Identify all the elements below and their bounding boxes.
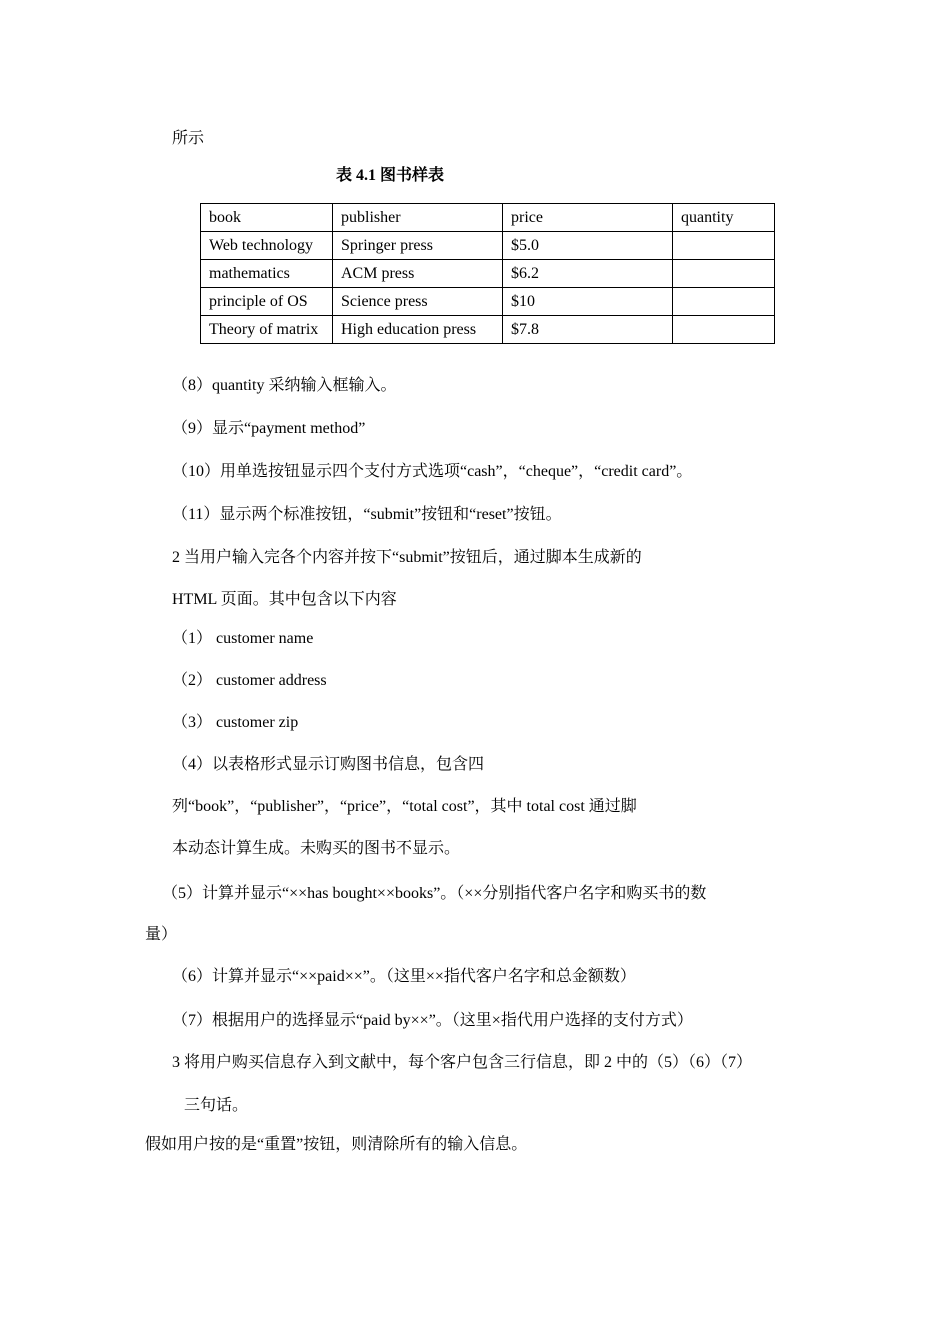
cell-quantity [673,288,775,316]
table-header-row [201,204,775,232]
cell-book: principle of OS [201,288,333,316]
book-sample-table [200,203,775,344]
cell-price: $7.8 [503,316,673,344]
header-book: book [201,204,333,232]
reset-note: 假如用户按的是“重置”按钮，则清除所有的输入信息。 [145,1136,528,1153]
section-2-line-2: HTML 页面。其中包含以下内容 [172,591,397,608]
cell-book: mathematics [201,260,333,288]
cell-book: Web technology [201,232,333,260]
cell-price: $6.2 [503,260,673,288]
cell-book: Theory of matrix [201,316,333,344]
sub-item-4-line-1: （4）以表格形式显示订购图书信息，包含四 [172,756,485,773]
sub-item-6: （6）计算并显示“××paid××”。（这里××指代客户名字和总金额数） [172,968,636,985]
header-price: price [503,204,673,232]
table-row [201,288,775,316]
section-3-line-1: 3 将用户购买信息存入到文献中，每个客户包含三行信息，即 2 中的（5）（6）（7） [172,1054,753,1071]
intro-text: 所示 [172,130,205,147]
sub-item-5-line-1: （5）计算并显示“××has bought××books”。（××分别指代客户名字和购买书的数 [162,885,707,902]
item-8: （8）quantity 采纳输入框输入。 [172,377,397,394]
table-row [201,232,775,260]
item-10: （10）用单选按钮显示四个支付方式选项“cash”，“cheque”，“credit card”。 [172,463,693,480]
cell-publisher: High education press [333,316,503,344]
sub-item-7: （7）根据用户的选择显示“paid by××”。（这里×指代用户选择的支付方式） [172,1012,693,1029]
sub-item-4-line-3: 本动态计算生成。未购买的图书不显示。 [172,840,461,857]
sub-item-4-line-2: 列“book”，“publisher”，“price”，“total cost”，其中 total cost 通过脚 [172,798,637,815]
sub-item-2: （2） customer address [172,672,327,689]
cell-quantity [673,232,775,260]
cell-price: $5.0 [503,232,673,260]
item-9: （9）显示“payment method” [172,420,366,437]
cell-price: $10 [503,288,673,316]
header-quantity: quantity [673,204,775,232]
cell-publisher: Springer press [333,232,503,260]
sub-item-5-line-2: 量） [145,926,178,943]
header-publisher: publisher [333,204,503,232]
cell-publisher: Science press [333,288,503,316]
sub-item-1: （1） customer name [172,630,314,647]
table-caption: 表 4.1 图书样表 [336,167,445,184]
sub-item-3: （3） customer zip [172,714,299,731]
cell-quantity [673,316,775,344]
section-3-line-2: 三句话。 [184,1097,249,1114]
cell-quantity [673,260,775,288]
section-2-line-1: 2 当用户输入完各个内容并按下“submit”按钮后，通过脚本生成新的 [172,549,642,566]
table-row [201,316,775,344]
item-11: （11）显示两个标准按钮，“submit”按钮和“reset”按钮。 [172,506,562,523]
cell-publisher: ACM press [333,260,503,288]
table-row [201,260,775,288]
